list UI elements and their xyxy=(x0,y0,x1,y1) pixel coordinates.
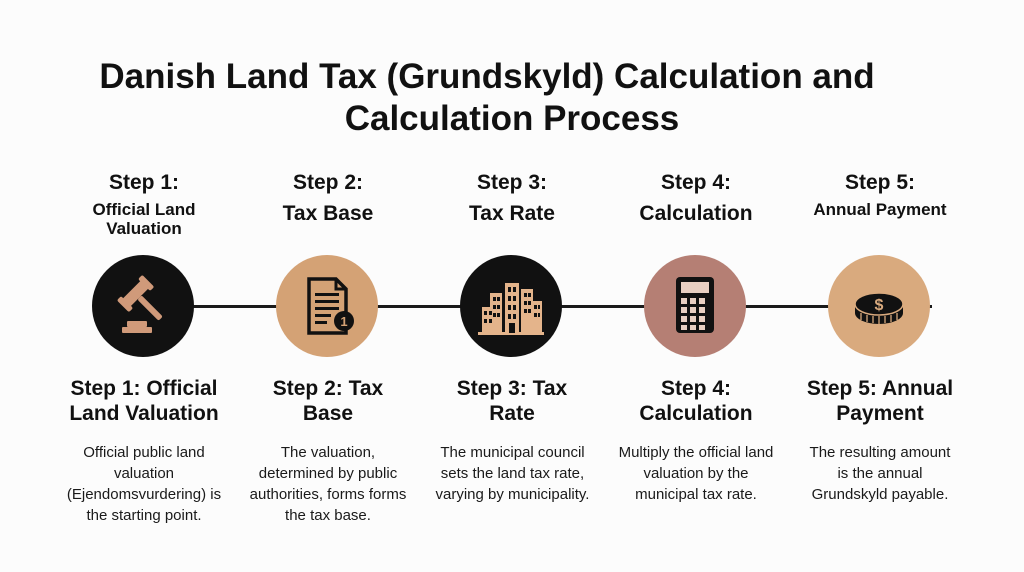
step-4-top-label: Step 4: xyxy=(660,171,731,194)
step-5-top-label: Step 5: xyxy=(844,171,915,194)
step-1-circle xyxy=(92,255,194,357)
title-line-1: Danish Land Tax (Grundskyld) Calculation and xyxy=(99,57,875,96)
step-4-top-heading xyxy=(604,170,788,227)
step-2-top-label: Step 2: xyxy=(292,171,363,194)
gavel-icon xyxy=(92,255,194,357)
step-2-description: The valuation, determined by public authorities, forms forms the tax base. xyxy=(249,444,407,524)
step-4-circle xyxy=(644,255,746,357)
step-4-top-name: Calculation xyxy=(639,202,753,225)
step-2-circle xyxy=(276,255,378,357)
step-3-bottom-heading: Step 3: Tax Rate xyxy=(456,377,568,425)
step-2-top-name: Tax Base xyxy=(282,202,374,225)
step-5-description: The resulting amount is the annual Grundskyld payable. xyxy=(809,444,951,503)
city-buildings-icon xyxy=(460,255,562,357)
step-4-bottom-heading: Step 4: Calculation xyxy=(639,377,753,425)
document-badge: 1 xyxy=(340,314,348,329)
document-icon xyxy=(276,255,378,357)
step-3-top-heading xyxy=(420,170,604,227)
step-3-description: The municipal council sets the land tax rate, varying by municipality. xyxy=(435,444,590,503)
page-title xyxy=(0,56,1024,140)
dollar-coin-icon xyxy=(828,255,930,357)
step-2-top-heading xyxy=(236,170,420,227)
title-line-2: Calculation Process xyxy=(344,99,680,138)
coin-symbol: $ xyxy=(874,297,884,314)
step-3-top-name: Tax Rate xyxy=(469,202,555,225)
step-5-bottom-heading: Step 5: Annual Payment xyxy=(806,377,954,425)
step-5-circle xyxy=(828,255,930,357)
step-5-top-heading xyxy=(788,170,972,219)
step-1-top-heading xyxy=(52,170,236,238)
step-1-top-label: Step 1: xyxy=(108,171,179,194)
step-1-description: Official public land valuation (Ejendomsvurdering) is the starting point. xyxy=(66,444,222,524)
step-3-circle xyxy=(460,255,562,357)
step-4-description: Multiply the official land valuation by the municipal tax rate. xyxy=(618,444,774,503)
step-1-top-name: Official Land Valuation xyxy=(92,200,196,238)
step-1-bottom-heading: Step 1: Official Land Valuation xyxy=(69,377,219,425)
step-3-top-label: Step 3: xyxy=(476,171,547,194)
step-2-bottom-heading: Step 2: Tax Base xyxy=(272,377,384,425)
calculator-icon xyxy=(644,255,746,357)
step-5-top-name: Annual Payment xyxy=(813,200,947,219)
